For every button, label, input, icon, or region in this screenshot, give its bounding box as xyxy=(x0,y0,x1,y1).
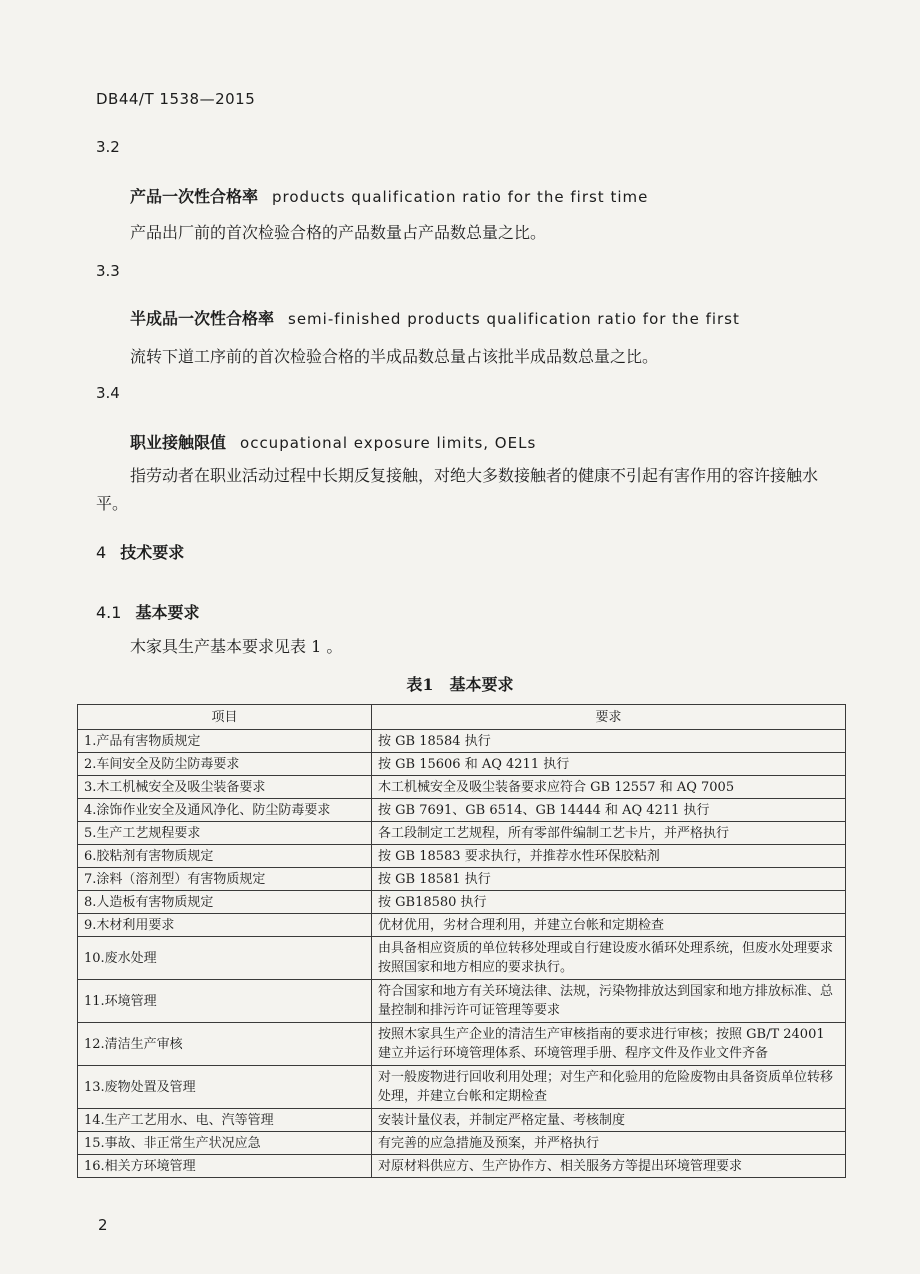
row-item: 9.木材利用要求 xyxy=(78,914,372,937)
definition-3-4: 指劳动者在职业活动过程中长期反复接触，对绝大多数接触者的健康不引起有害作用的容许接触水平。 xyxy=(96,466,819,513)
row-item: 3.木工机械安全及吸尘装备要求 xyxy=(78,776,372,799)
section-heading-4-1 xyxy=(96,600,199,623)
requirements-table xyxy=(77,704,846,1178)
term-3-2-cn: 产品一次性合格率 xyxy=(130,187,259,206)
row-item: 1.产品有害物质规定 xyxy=(78,730,372,753)
term-3-3-en: semi-finished products qualification ratio for the first xyxy=(288,310,740,328)
row-requirement: 有完善的应急措施及预案，并严格执行 xyxy=(372,1132,846,1155)
section-number-3-4: 3.4 xyxy=(96,384,120,402)
term-3-2-en: products qualification ratio for the first time xyxy=(272,188,649,206)
row-requirement: 符合国家和地方有关环境法律、法规，污染物排放达到国家和地方排放标准、总量控制和排污许可证管理等要求 xyxy=(372,980,846,1023)
row-requirement: 按 GB 18581 执行 xyxy=(372,868,846,891)
table-row xyxy=(78,980,846,1023)
row-item: 14.生产工艺用水、电、汽等管理 xyxy=(78,1109,372,1132)
term-3-4-cn: 职业接触限值 xyxy=(130,433,227,452)
table-row xyxy=(78,1155,846,1178)
row-requirement: 各工段制定工艺规程，所有零部件编制工艺卡片，并严格执行 xyxy=(372,822,846,845)
table-row xyxy=(78,822,846,845)
term-3-2 xyxy=(130,184,648,207)
row-requirement: 按 GB 7691、GB 6514、GB 14444 和 AQ 4211 执行 xyxy=(372,799,846,822)
section-title-4-1: 基本要求 xyxy=(135,603,200,622)
section-number-3-3: 3.3 xyxy=(96,262,120,280)
table-header-row xyxy=(78,705,846,730)
table-row xyxy=(78,1023,846,1066)
term-3-4-en: occupational exposure limits, OELs xyxy=(240,434,537,452)
row-requirement: 对一般废物进行回收利用处理；对生产和化验用的危险废物由具备资质单位转移处理，并建立台帐和定期检查 xyxy=(372,1066,846,1109)
row-requirement: 按 GB 18584 执行 xyxy=(372,730,846,753)
page-number: 2 xyxy=(98,1216,108,1234)
term-3-3 xyxy=(130,306,740,329)
section-title-4: 技术要求 xyxy=(120,543,185,562)
row-item: 13.废物处置及管理 xyxy=(78,1066,372,1109)
row-item: 8.人造板有害物质规定 xyxy=(78,891,372,914)
term-3-3-cn: 半成品一次性合格率 xyxy=(130,309,275,328)
row-requirement: 对原材料供应方、生产协作方、相关服务方等提出环境管理要求 xyxy=(372,1155,846,1178)
row-item: 12.清洁生产审核 xyxy=(78,1023,372,1066)
row-requirement: 按 GB 15606 和 AQ 4211 执行 xyxy=(372,753,846,776)
section-number-4: 4 xyxy=(96,543,107,562)
section-number-3-2: 3.2 xyxy=(96,138,120,156)
table-row xyxy=(78,753,846,776)
table-row xyxy=(78,799,846,822)
row-item: 5.生产工艺规程要求 xyxy=(78,822,372,845)
table-intro: 木家具生产基本要求见表 1 。 xyxy=(130,637,343,656)
row-item: 10.废水处理 xyxy=(78,937,372,980)
term-3-4 xyxy=(130,430,536,453)
row-item: 4.涂饰作业安全及通风净化、防尘防毒要求 xyxy=(78,799,372,822)
row-requirement: 木工机械安全及吸尘装备要求应符合 GB 12557 和 AQ 7005 xyxy=(372,776,846,799)
definition-3-3: 流转下道工序前的首次检验合格的半成品数总量占该批半成品数总量之比。 xyxy=(130,347,659,366)
row-requirement: 优材优用，劣材合理利用，并建立台帐和定期检查 xyxy=(372,914,846,937)
table-row xyxy=(78,730,846,753)
table-row xyxy=(78,868,846,891)
row-requirement: 按 GB 18583 要求执行，并推荐水性环保胶粘剂 xyxy=(372,845,846,868)
row-requirement: 按 GB18580 执行 xyxy=(372,891,846,914)
section-number-4-1: 4.1 xyxy=(96,603,122,622)
table-row xyxy=(78,845,846,868)
document-code: DB44/T 1538—2015 xyxy=(96,90,256,108)
row-requirement: 由具备相应资质的单位转移处理或自行建设废水循环处理系统，但废水处理要求按照国家和地方相应的要求执行。 xyxy=(372,937,846,980)
table-row xyxy=(78,1132,846,1155)
row-requirement: 安装计量仪表，并制定严格定量、考核制度 xyxy=(372,1109,846,1132)
row-requirement: 按照木家具生产企业的清洁生产审核指南的要求进行审核；按照 GB/T 24001 建立并运行环境管理体系、环境管理手册、程序文件及作业文件齐备 xyxy=(372,1023,846,1066)
table-row xyxy=(78,914,846,937)
table-row xyxy=(78,891,846,914)
table-row xyxy=(78,937,846,980)
row-item: 2.车间安全及防尘防毒要求 xyxy=(78,753,372,776)
section-heading-4 xyxy=(96,540,184,563)
row-item: 7.涂料（溶剂型）有害物质规定 xyxy=(78,868,372,891)
table-row xyxy=(78,1109,846,1132)
row-item: 15.事故、非正常生产状况应急 xyxy=(78,1132,372,1155)
table-caption: 表1 基本要求 xyxy=(406,675,514,694)
column-header-requirement: 要求 xyxy=(372,705,846,730)
row-item: 6.胶粘剂有害物质规定 xyxy=(78,845,372,868)
row-item: 11.环境管理 xyxy=(78,980,372,1023)
definition-3-2: 产品出厂前的首次检验合格的产品数量占产品数总量之比。 xyxy=(130,223,547,242)
table-row xyxy=(78,1066,846,1109)
column-header-item: 项目 xyxy=(78,705,372,730)
row-item: 16.相关方环境管理 xyxy=(78,1155,372,1178)
table-row xyxy=(78,776,846,799)
